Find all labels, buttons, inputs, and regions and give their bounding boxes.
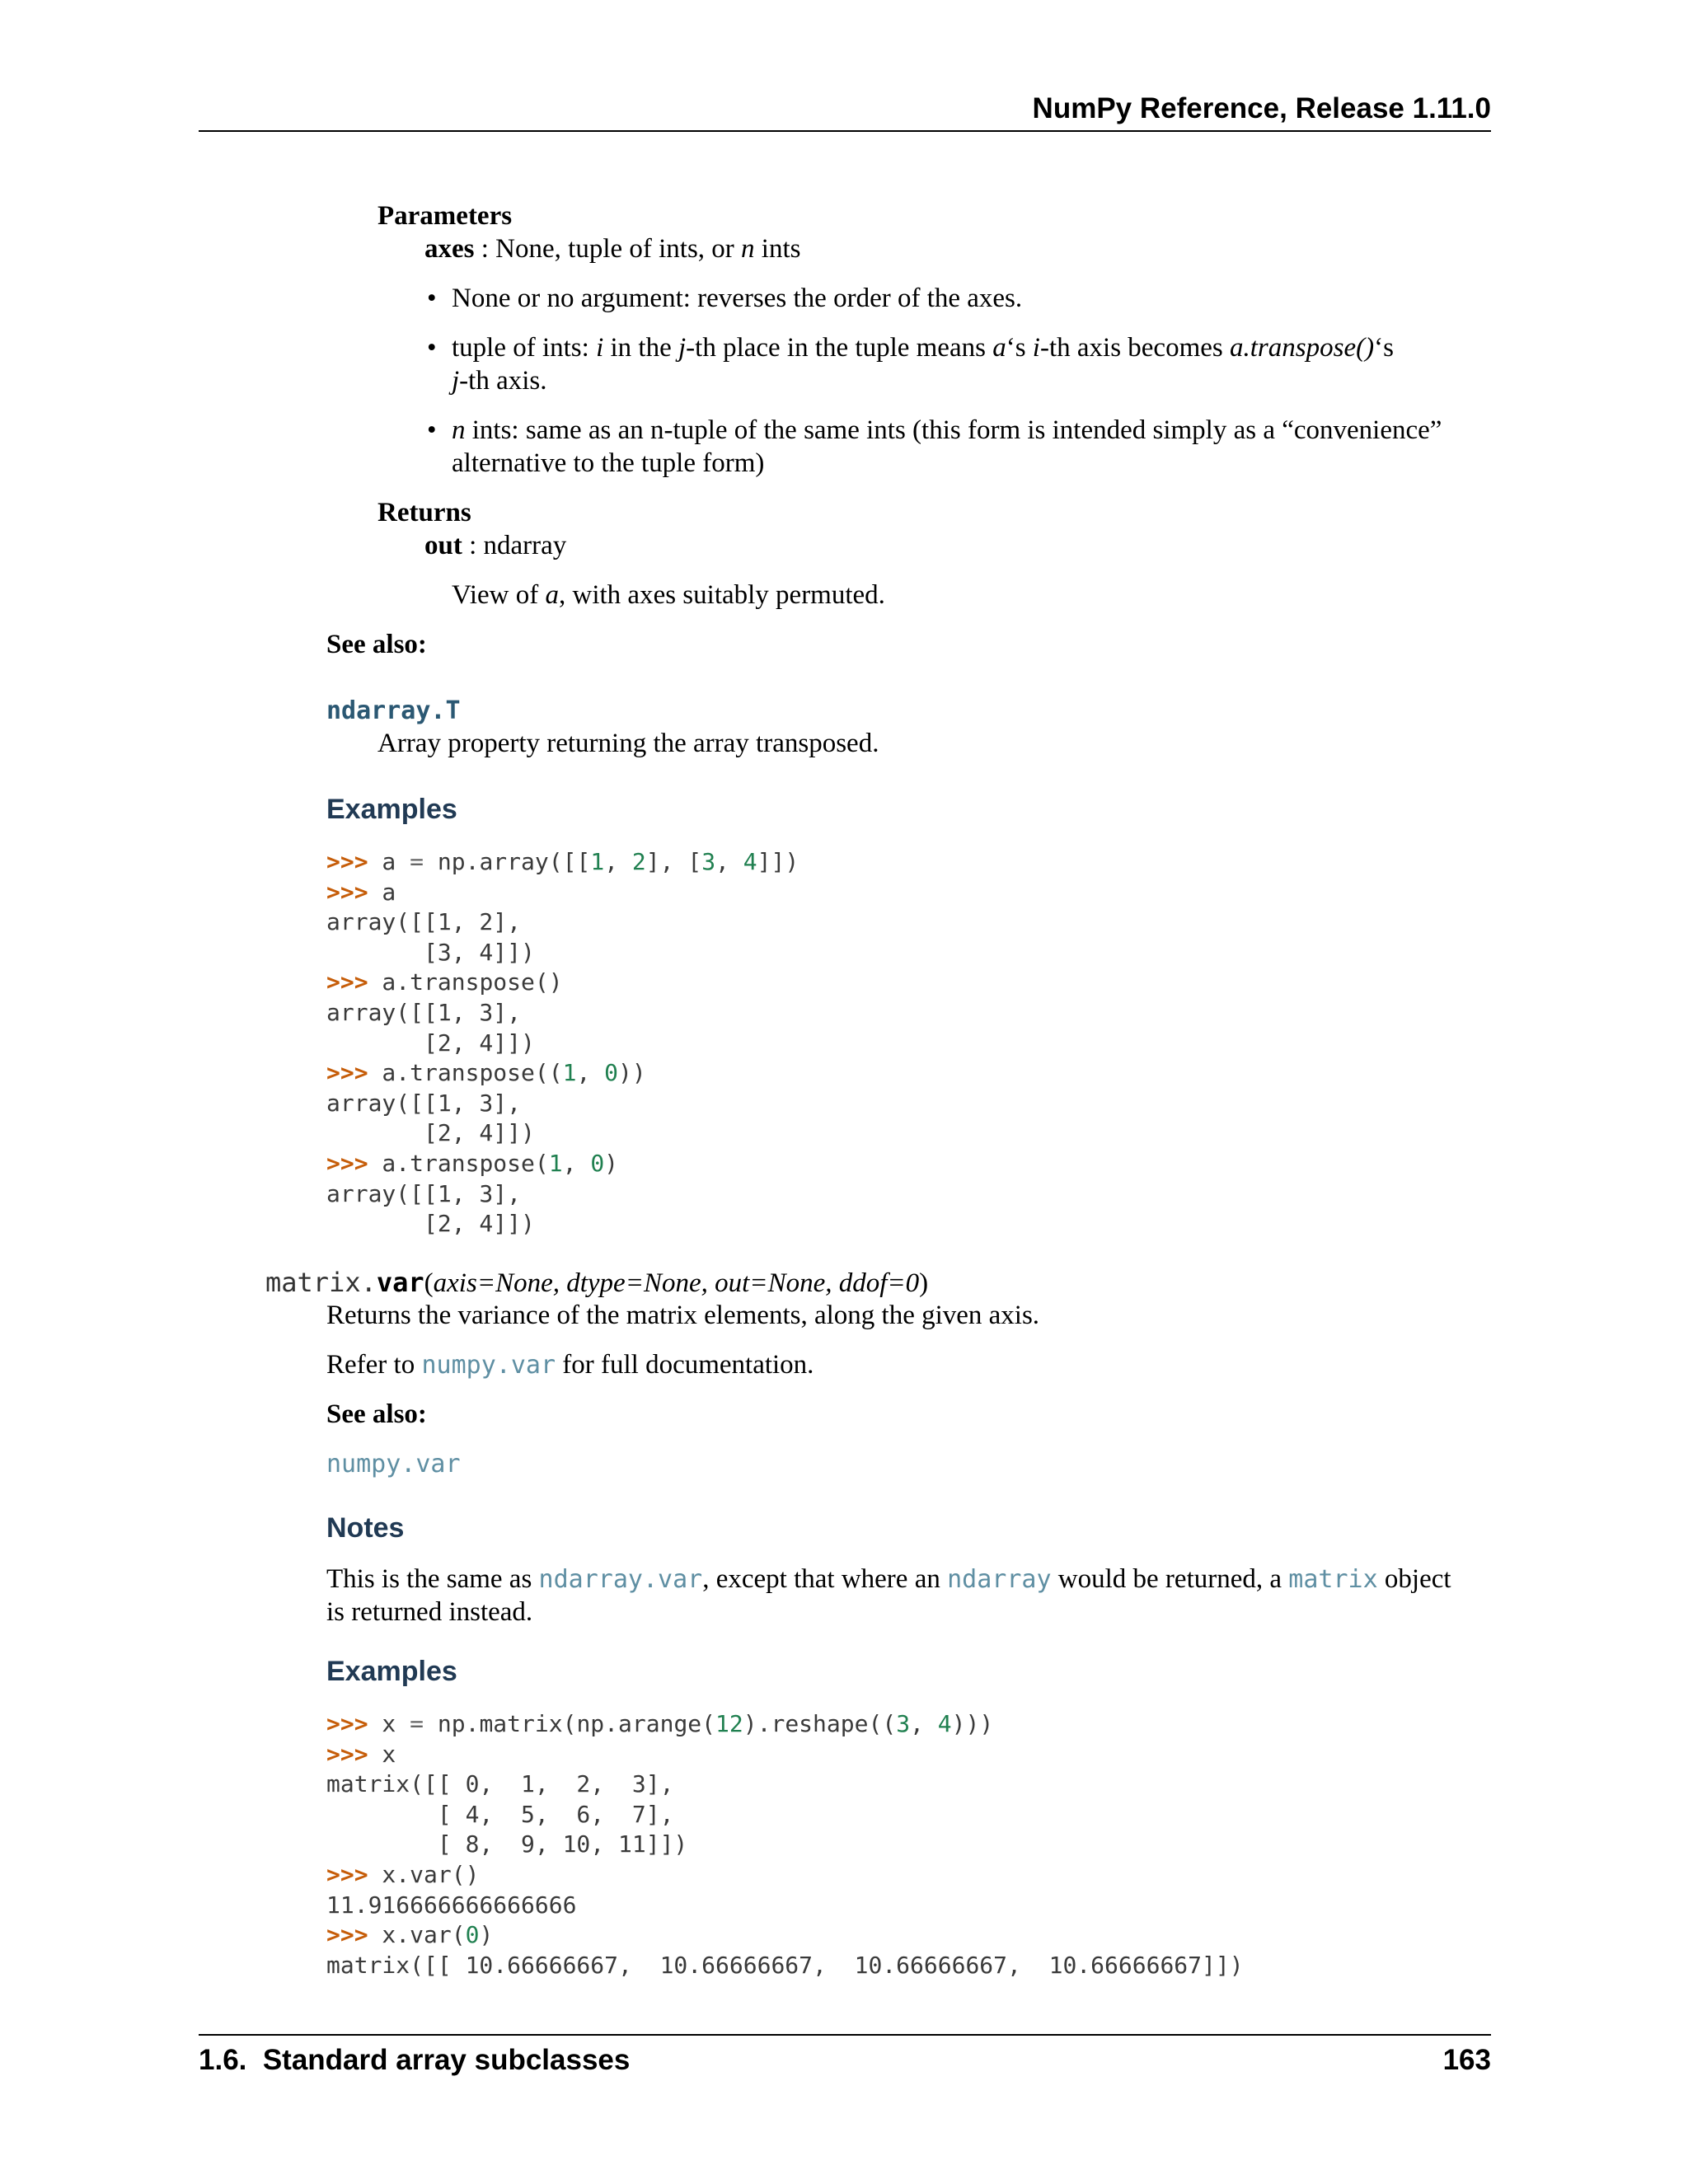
return-desc: View of a, with axes suitably permuted. [452, 580, 885, 610]
returns-label: Returns [377, 498, 471, 527]
param-axes: axes : None, tuple of ints, or n ints [424, 234, 801, 264]
method-signature-var: matrix.var(axis=None, dtype=None, out=None, ddof=0) [265, 1267, 929, 1298]
parameters-label: Parameters [377, 201, 513, 231]
page-number: 163 [1442, 2044, 1491, 2076]
bullet-dot-3: • [427, 415, 437, 445]
see-also-link-numpy-var[interactable]: numpy.var [326, 1450, 461, 1479]
code-block-2: >>> x = np.matrix(np.arange(12).reshape((3, 4))) >>> x matrix([[ 0, 1, 2, 3], [ 4, 5, 6, 7], [ 8, 9, 10, 11]]) >>> x.var() 11.916666666666666 >>> x.var(0) matrix([[ 10.66666667, 10.66666667, 10.66666667, 10.66666667]]) [326, 1710, 1244, 1979]
bullet-dot-1: • [427, 284, 437, 313]
notes-line-2: is returned instead. [326, 1597, 533, 1627]
notes-line-1: This is the same as ndarray.var, except that where an ndarray would be returned, a matrix object [326, 1564, 1451, 1594]
see-also-label-2: See also: [326, 1399, 427, 1429]
bullet-2: tuple of ints: i in the j-th place in the tuple means a‘s i-th axis becomes a.transpose()‘s [452, 333, 1394, 363]
examples-heading-2: Examples [326, 1656, 457, 1687]
see-also-label-1: See also: [326, 630, 427, 659]
return-out: out : ndarray [424, 531, 567, 560]
var-summary: Returns the variance of the matrix elements, along the given axis. [326, 1301, 1040, 1330]
code-block-1: >>> a = np.array([[1, 2], [3, 4]]) >>> a array([[1, 2], [3, 4]]) >>> a.transpose() array([[1, 3], [2, 4]]) >>> a.transpose((1, 0)) array([[1, 3], [2, 4]]) >>> a.transpose(1, 0) array([[1, 3], [2, 4]]) [326, 848, 799, 1238]
numpy-var-link[interactable]: numpy.var [421, 1351, 556, 1380]
bullet-dot-2: • [427, 333, 437, 363]
footer-section: 1.6. Standard array subclasses [199, 2044, 631, 2076]
see-also-link-ndarray-T[interactable]: ndarray.T [326, 696, 461, 725]
ndarray-link[interactable]: ndarray [947, 1565, 1052, 1594]
bullet-2-line2: j-th axis. [452, 366, 547, 396]
header-rule [199, 130, 1491, 132]
footer-rule [199, 2034, 1491, 2036]
examples-heading-1: Examples [326, 794, 457, 825]
ndarray-var-link[interactable]: ndarray.var [538, 1565, 703, 1594]
matrix-link[interactable]: matrix [1288, 1565, 1378, 1594]
var-refer: Refer to numpy.var for full documentation. [326, 1350, 814, 1380]
bullet-3: n ints: same as an n-tuple of the same ints (this form is intended simply as a “convenience” [452, 415, 1442, 445]
bullet-3-line2: alternative to the tuple form) [452, 448, 765, 478]
running-header: NumPy Reference, Release 1.11.0 [1032, 92, 1491, 124]
notes-heading: Notes [326, 1512, 405, 1544]
bullet-1: None or no argument: reverses the order of the axes. [452, 284, 1023, 313]
see-also-desc-1: Array property returning the array transposed. [377, 729, 879, 758]
